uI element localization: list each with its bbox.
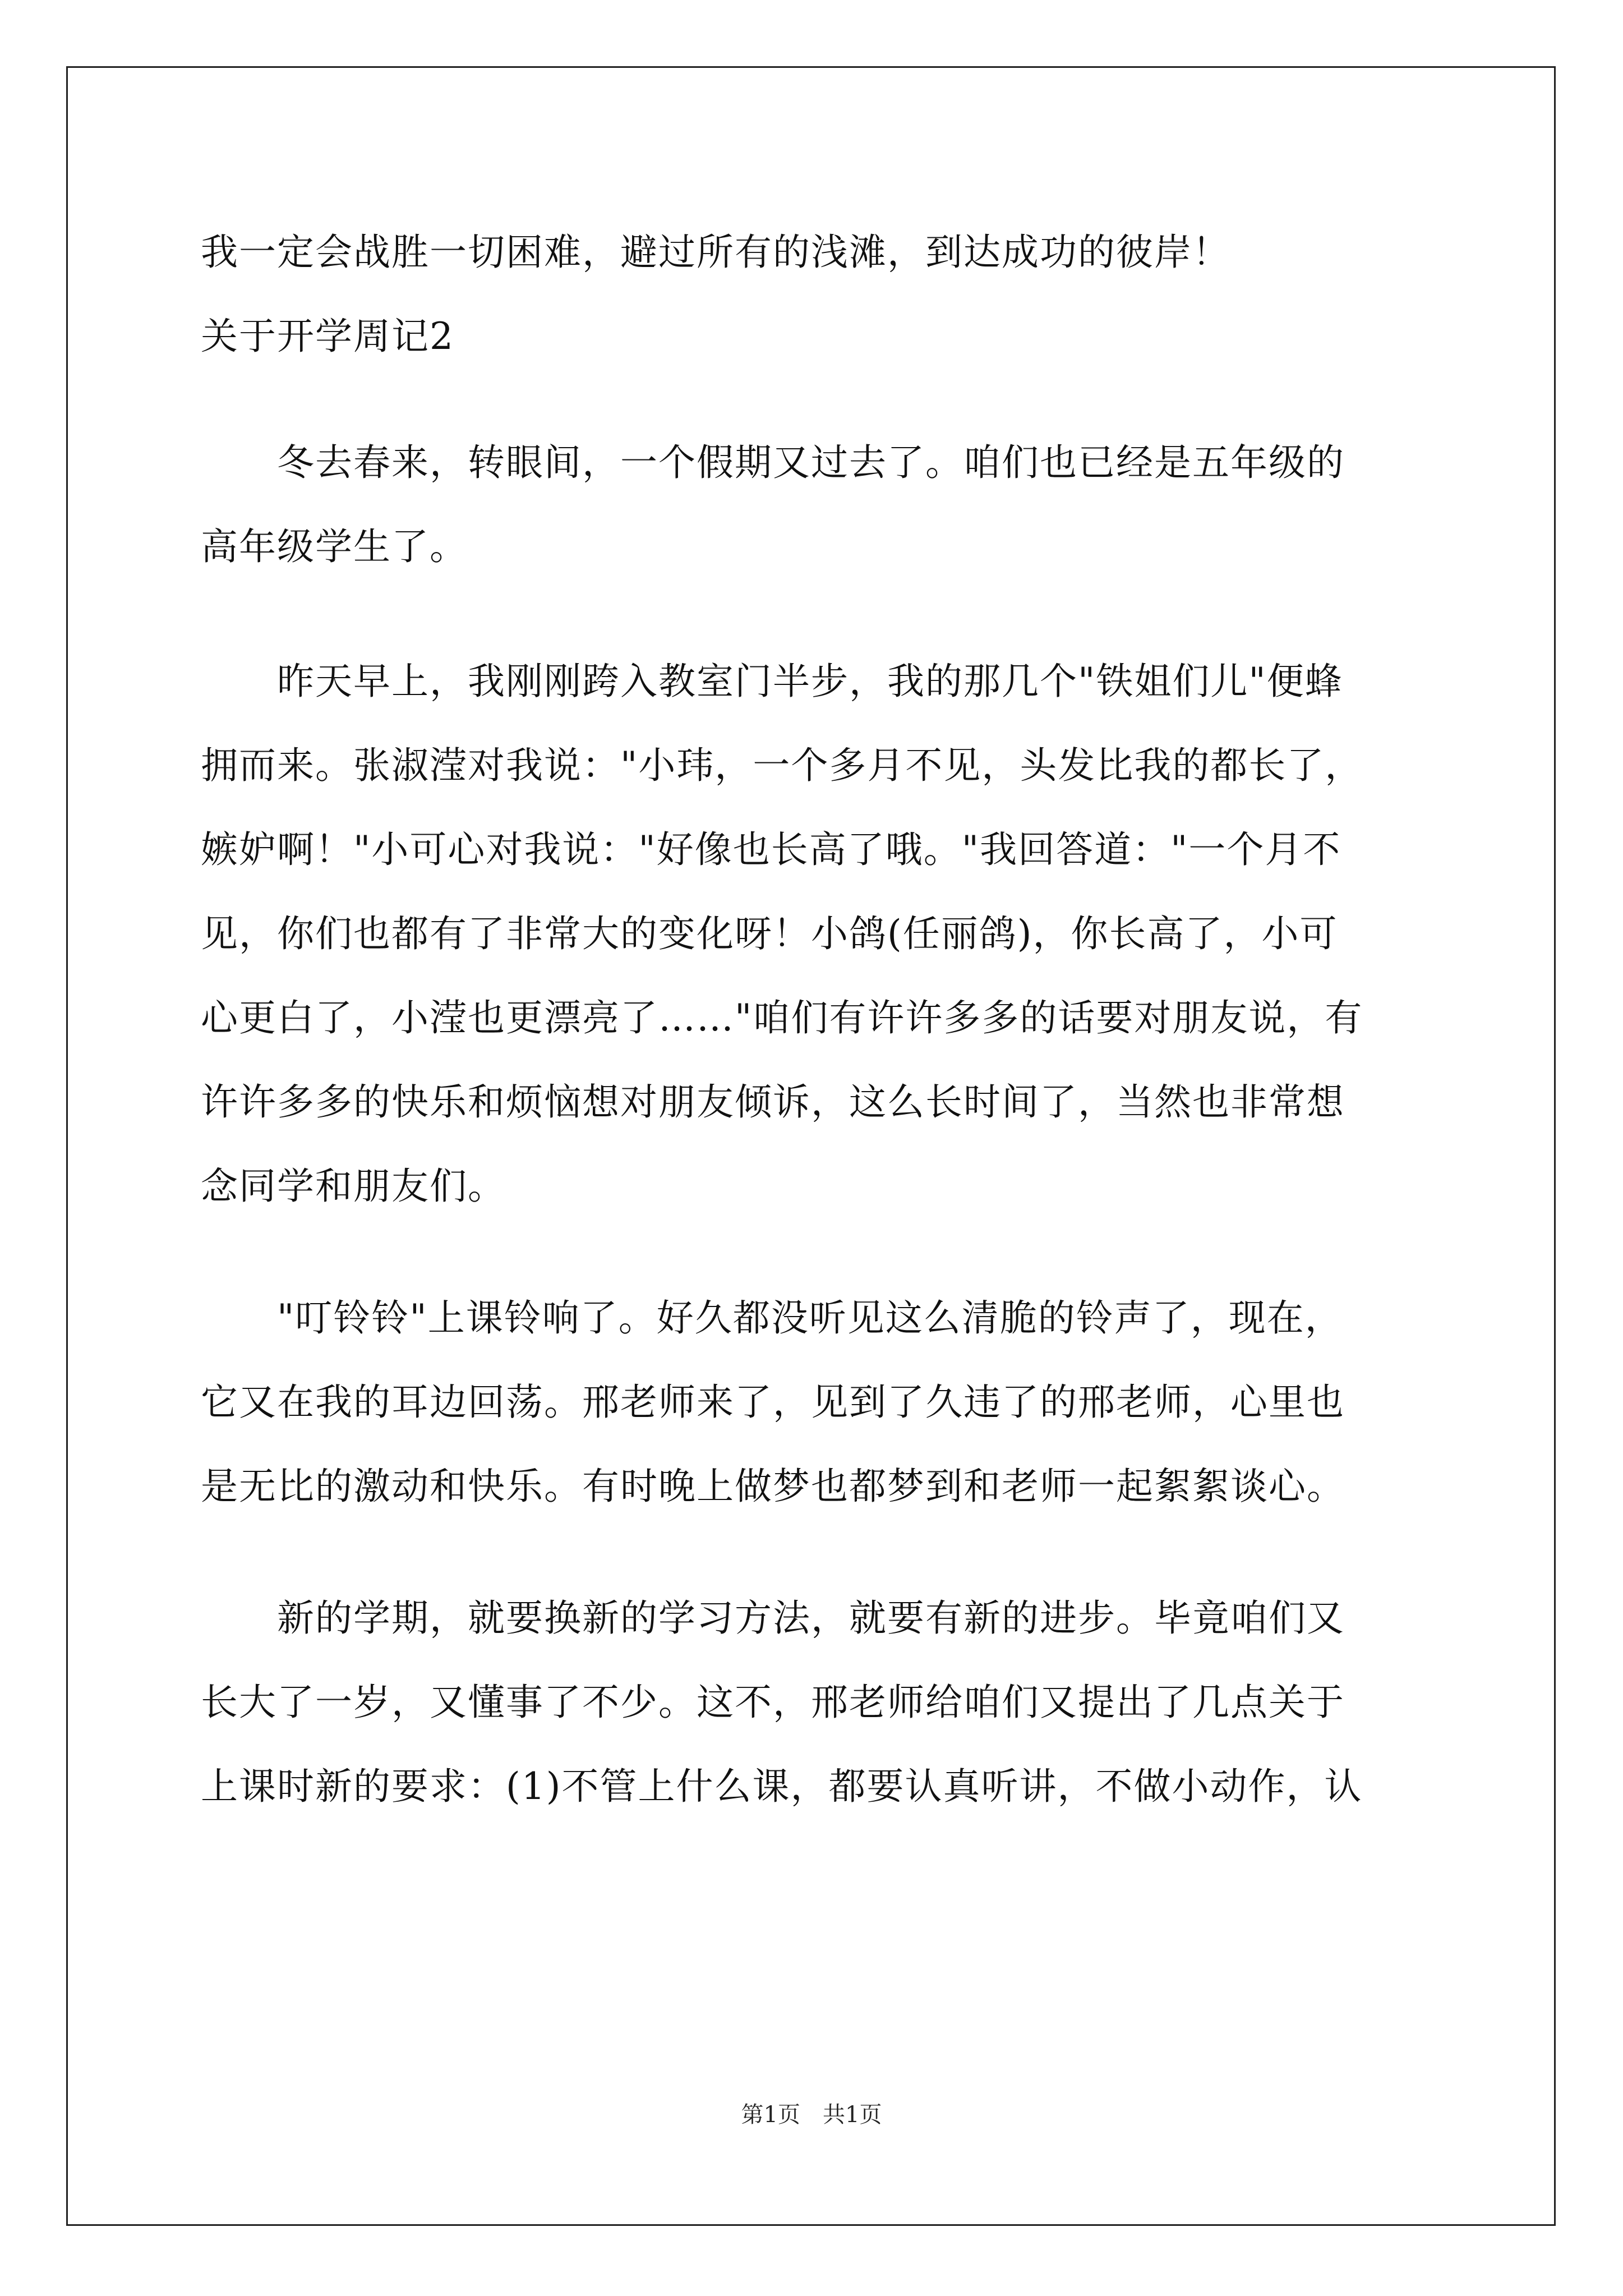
text-line: 上课时新的要求：(1)不管上什么课，都要认真听讲，不做小动作，认 <box>201 1765 1363 1808</box>
text-line: 长大了一岁，又懂事了不少。这不，邢老师给咱们又提出了几点关于 <box>201 1681 1345 1724</box>
text-line: 高年级学生了。 <box>201 525 468 568</box>
text-line: 念同学和朋友们。 <box>201 1165 506 1208</box>
text-line: 拥而来。张淑滢对我说："小玮，一个多月不见，头发比我的都长了， <box>201 744 1363 787</box>
text-line: 许许多多的快乐和烦恼想对朋友倾诉，这么长时间了，当然也非常想 <box>201 1080 1345 1124</box>
text-line: 嫉妒啊！"小可心对我说："好像也长高了哦。"我回答道："一个月不 <box>201 828 1341 871</box>
text-line: 昨天早上，我刚刚跨入教室门半步，我的那几个"铁姐们儿"便蜂 <box>201 660 1343 703</box>
text-line: 新的学期，就要换新的学习方法，就要有新的进步。毕竟咱们又 <box>201 1596 1345 1640</box>
page-number-footer: 第1页 共1页 <box>741 2102 882 2128</box>
text-line: "叮铃铃"上课铃响了。好久都没听见这么清脆的铃声了，现在， <box>201 1296 1343 1340</box>
text-line: 冬去春来，转眼间，一个假期又过去了。咱们也已经是五年级的 <box>201 441 1345 484</box>
section-heading: 关于开学周记2 <box>201 315 454 358</box>
text-line: 它又在我的耳边回荡。邢老师来了，见到了久违了的邢老师，心里也 <box>201 1381 1345 1424</box>
text-line: 见，你们也都有了非常大的变化呀！小鸽(任丽鸽)，你长高了，小可 <box>201 912 1338 955</box>
text-line: 我一定会战胜一切困难，避过所有的浅滩，到达成功的彼岸！ <box>201 231 1230 274</box>
text-line: 心更白了，小滢也更漂亮了……"咱们有许许多多的话要对朋友说，有 <box>201 996 1363 1039</box>
page-border <box>66 66 1556 2226</box>
text-line: 是无比的激动和快乐。有时晚上做梦也都梦到和老师一起絮絮谈心。 <box>201 1465 1345 1508</box>
